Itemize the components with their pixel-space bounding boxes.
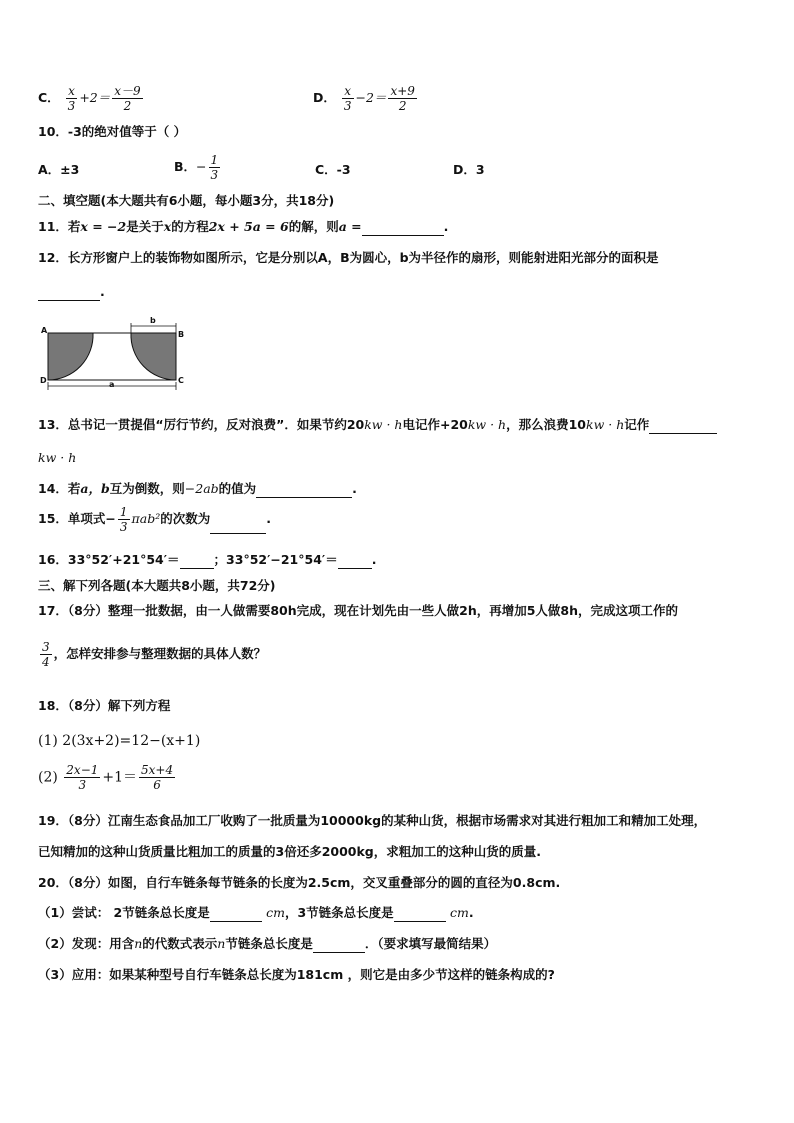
q17-line2: $\frac{3}{4}$ ，怎样安排参与整理数据的具体人数？ [42,640,267,669]
q10-option-b: B．− $\frac{1}{3}$ [174,153,219,182]
expr: −2＝ [355,90,387,105]
answer-blank[interactable] [256,483,352,498]
label-b-length: b [150,316,156,325]
answer-blank[interactable] [394,907,446,922]
section-3-heading: 三、解下列各题(本大题共8小题，共72分) [38,578,276,593]
q19-line2: 已知精加的这种山货质量比粗加工的质量的3倍还多2000kg，求粗加工的这种山货的质量. [38,844,541,859]
answer-blank[interactable] [210,519,266,534]
answer-blank[interactable] [313,938,365,953]
window-figure [36,318,196,390]
label-a-corner: A [41,326,48,335]
q14: 14．若a，b互为倒数，则−2ab的值为 . [38,481,357,496]
fraction: $\frac{x+9}{2}$ [390,84,415,113]
fraction: $\frac{x-9}{2}$ [114,84,141,113]
window-diagram [36,318,196,390]
q9-option-c [38,84,145,113]
answer-blank[interactable] [338,554,372,569]
label-a-length: a [109,380,115,389]
answer-blank[interactable] [38,286,100,301]
fraction: $\frac{x}{3}$ [343,84,352,113]
answer-blank[interactable] [210,907,262,922]
fraction: $\frac{2x-1}{3}$ [66,763,99,792]
label-c-corner: C [178,376,184,385]
q19-line1: 19．（8分）江南生态食品加工厂收购了一批质量为10000kg的某种山货，根据市场需求对其进行粗加工和精加工处理， [38,813,707,828]
q10-option-c: C．-3 [315,162,351,177]
q20-part1: （1）尝试： 2节链条总长度是 cm，3节链条总长度是 cm. [38,905,474,920]
expr: +2＝ [79,90,111,105]
q20-part2: （2）发现：用含n的代数式表示n节链条总长度是 ．（要求填写最简结果） [38,936,497,951]
answer-blank[interactable] [649,419,717,434]
q9-option-d [313,84,419,113]
sector-b [131,333,176,380]
fraction: $\frac{5x+4}{6}$ [141,763,174,792]
fraction: $\frac{1}{3}$ [210,153,219,182]
q18-stem: 18．（8分）解下列方程 [38,698,171,713]
q15: 15．单项式− $\frac{1}{3}$ πab²的次数为 . [38,505,271,534]
q13: 13．总书记一贯提倡“厉行节约，反对浪费”．如果节约20kw · h电记作+20kw · h，那么浪费10kw · h记作 [38,416,717,434]
option-d-label: D． [313,90,336,105]
q11: 11．若x = −2是关于x的方程2x + 5a = 6的解，则a = . [38,219,449,234]
q10-option-d: D．3 [453,162,485,177]
q20-stem: 20．（8分）如图，自行车链条每节链条的长度为2.5cm，交叉重叠部分的圆的直径为0.8cm. [38,875,561,890]
label-d-corner: D [40,376,47,385]
section-2-heading: 二、填空题(本大题共有6小题，每小题3分，共18分) [38,193,335,208]
q16: 16．33°52′+21°54′＝ ；33°52′−21°54′＝ . [38,552,377,567]
q12-answer: . [38,283,105,301]
q18-eq1: (1) 2(3x+2)=12−(x+1) [38,733,201,749]
fraction: $\frac{3}{4}$ [42,640,50,669]
option-c-label: C． [38,90,60,105]
label-b-corner: B [178,330,185,339]
q17-line1: 17．（8分）整理一批数据，由一人做需要80h完成，现在计划先由一些人做2h，再增加5人做8h，完成这项工作的 [38,603,679,618]
sector-a [48,333,93,380]
q20-part3: （3）应用：如果某种型号自行车链条总长度为181cm ，则它是由多少节这样的链条构成的? [38,967,555,982]
q13-unit-line2: kw · h [38,450,77,465]
fraction: $\frac{1}{3}$ [119,505,128,534]
q10-option-a: A．±3 [38,162,80,177]
q18-eq2: (2) $\frac{2x-1}{3}$ +1＝ $\frac{5x+4}{6}$ [38,763,174,792]
answer-blank[interactable] [180,554,214,569]
q10-stem: 10．-3的绝对值等于（ ） [38,124,187,139]
answer-blank[interactable] [362,221,444,236]
q12-stem: 12．长方形窗户上的装饰物如图所示，它是分别以A，B为圆心，b为半径作的扇形，则能射进阳光部分的面积是 [38,250,659,265]
fraction: $\frac{x}{3}$ [67,84,76,113]
